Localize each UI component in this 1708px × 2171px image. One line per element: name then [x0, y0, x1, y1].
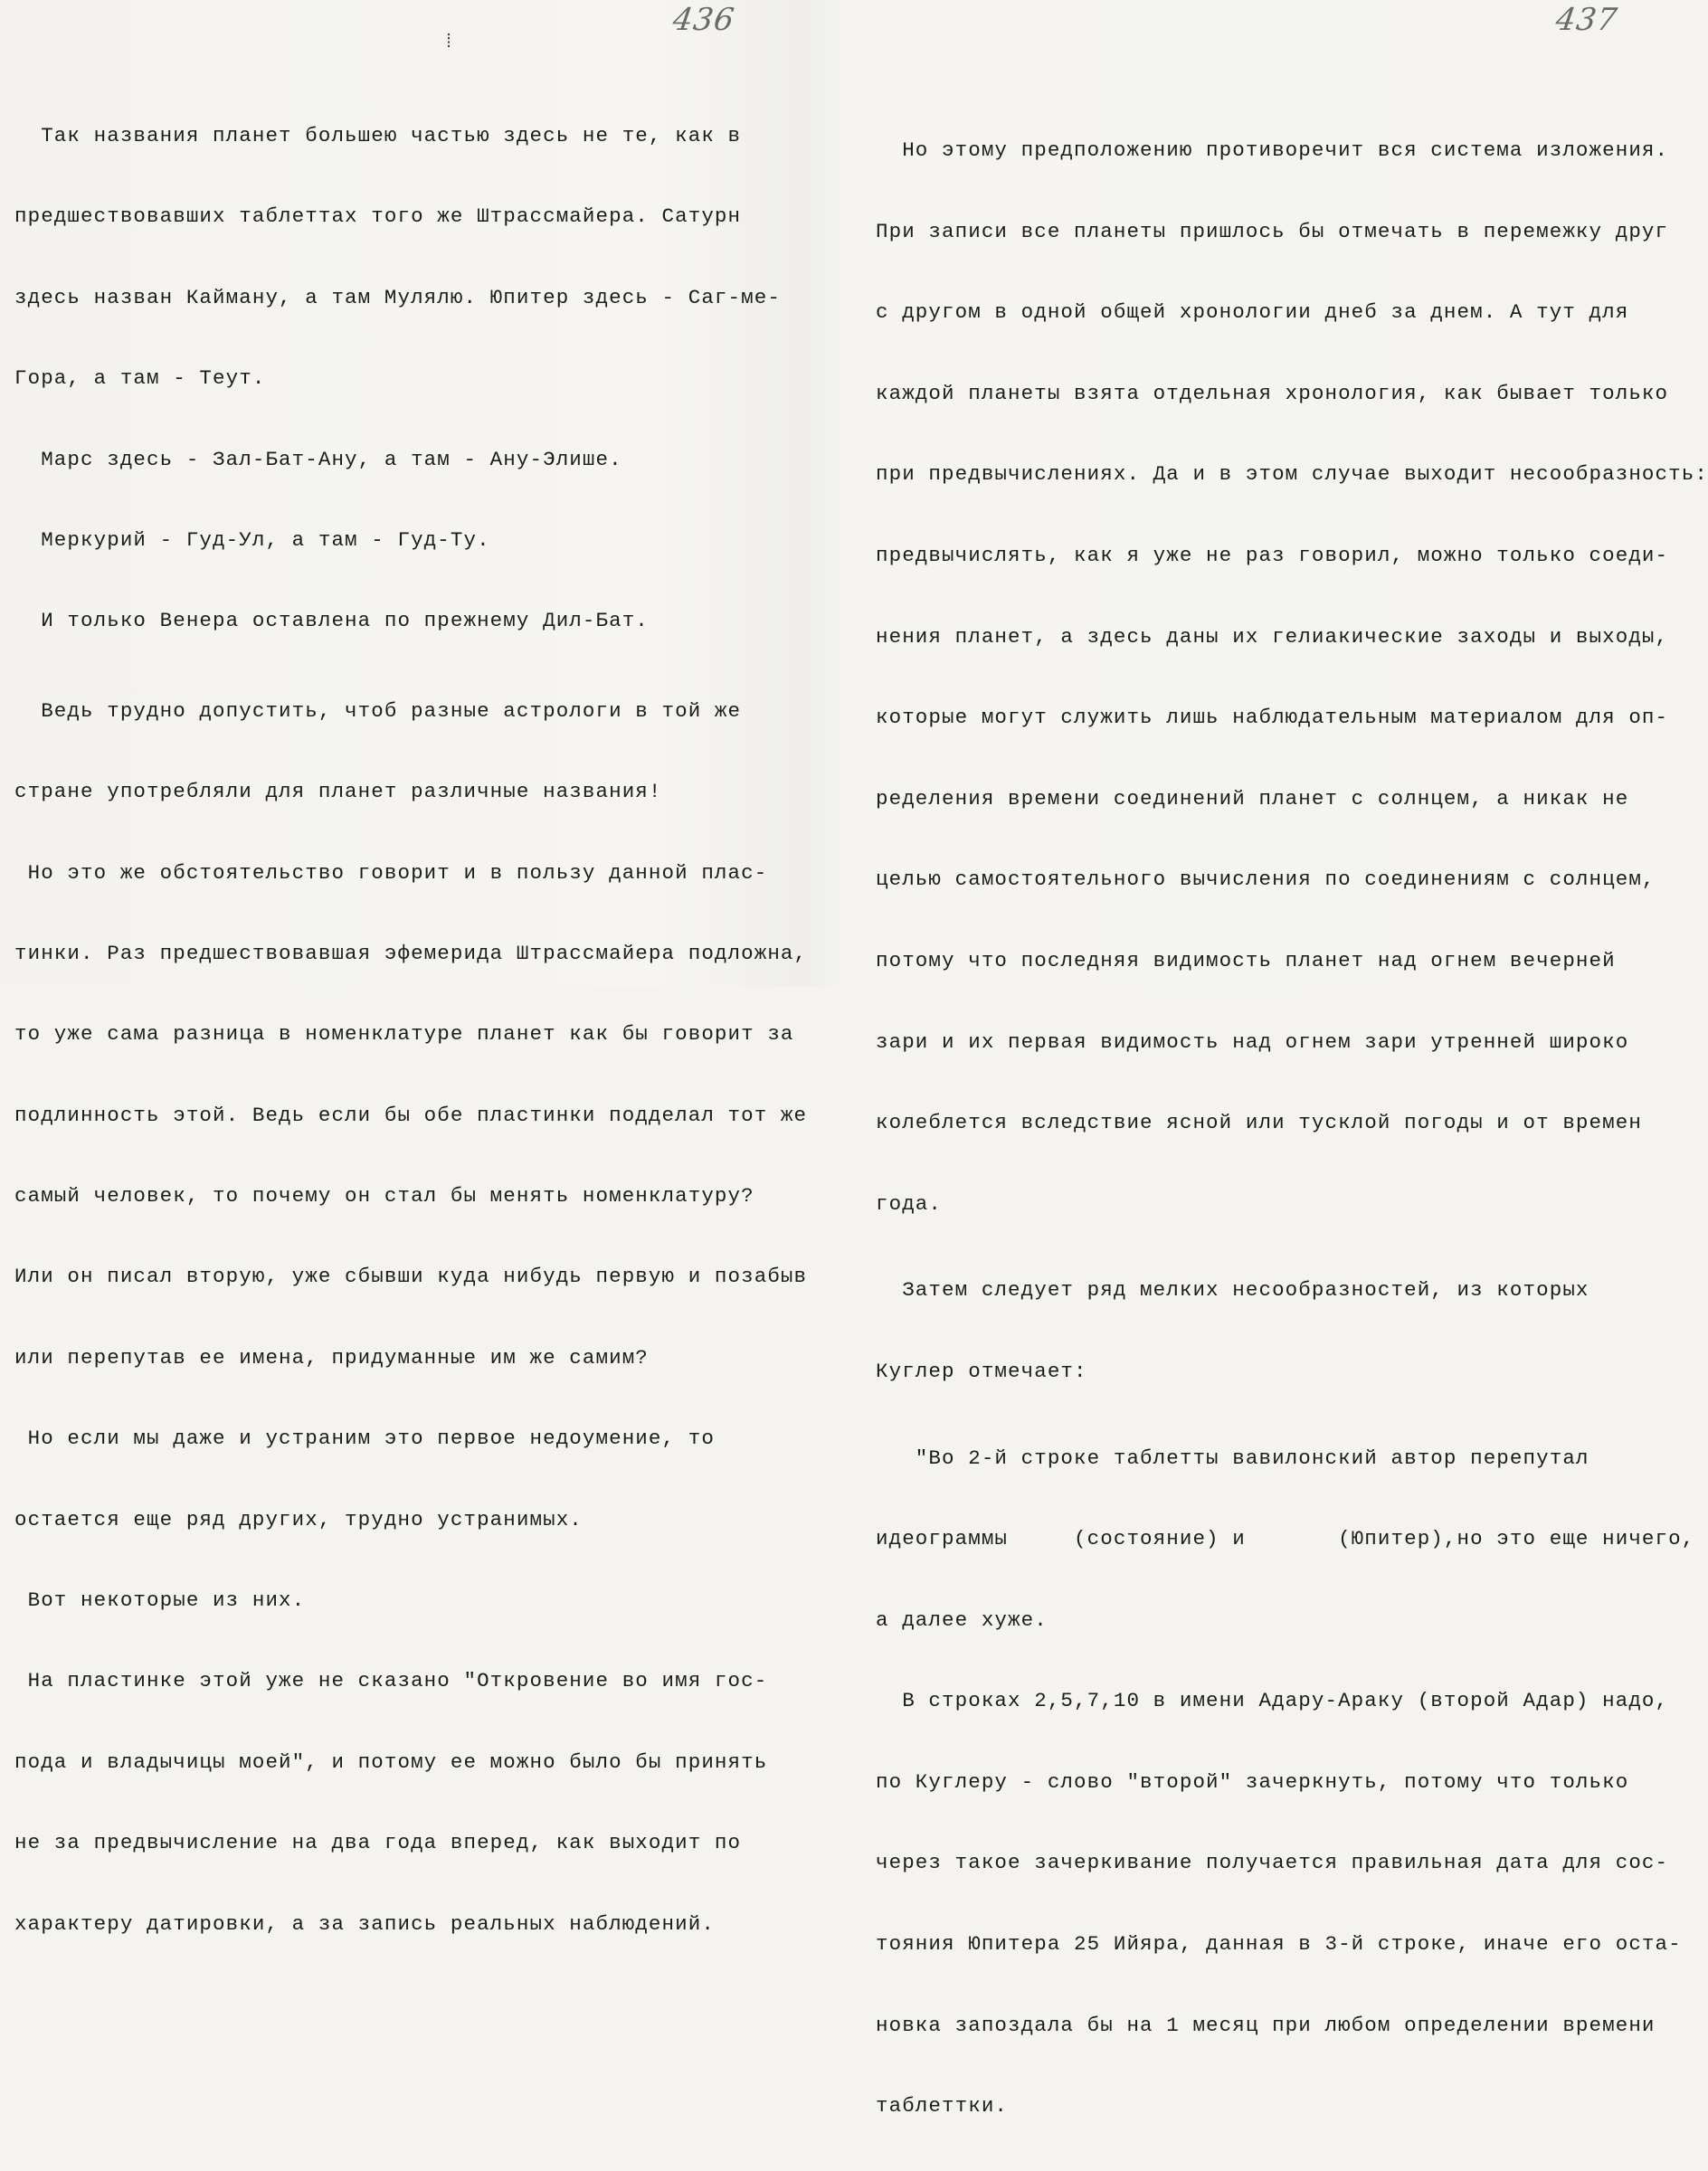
page-number: 436 — [670, 2, 737, 38]
text-line: Гора, а там - Теут. — [14, 366, 266, 391]
text-line: не за предвычисление на два года вперед, как выходит по — [14, 1831, 742, 1855]
text-line: "Во 2-й строке таблетты вавилонский автор перепутал — [876, 1446, 1589, 1470]
text-line: Меркурий - Гуд-Ул, а там - Гуд-Ту. — [14, 527, 490, 552]
text-line: остается еще ряд других, трудно устранимых. — [14, 1507, 583, 1531]
text-line: колеблется вследствие ясной или тусклой погоды и от времен — [876, 1111, 1642, 1135]
text-line: а далее хуже. — [876, 1607, 1048, 1632]
text-line: На пластинке этой уже не сказано "Откровение во имя гос- — [14, 1669, 768, 1693]
page-number: 437 — [1553, 2, 1620, 38]
right-page — [778, 0, 1708, 2119]
text-line: ределения времени соединений планет с солнцем, а никак не — [876, 786, 1629, 811]
text-line: Вот некоторые из них. — [14, 1588, 306, 1613]
right-page-text — [876, 87, 1708, 2171]
text-line: при предвычислениях. Да и в этом случае выходит несообразность: — [876, 462, 1708, 487]
text-line: зари и их первая видимость над огнем зари утренней широко — [876, 1029, 1629, 1054]
text-line: Куглер отмечает: — [876, 1359, 1087, 1383]
text-line: При записи все планеты пришлось бы отмечать в перемежку друг — [876, 219, 1669, 243]
text-line: новка запоздала бы на 1 месяц при любом определении времени — [876, 2013, 1656, 2037]
text-line: Так названия планет большею частью здесь не те, как в — [14, 124, 742, 147]
text-line: Но это же обстоятельство говорит и в пользу данной плас- — [14, 860, 768, 885]
text-line: потому что последняя видимость планет над огнем вечерней — [876, 948, 1616, 972]
text-line: В строках 2,5,7,10 в имени Адару-Араку (второй Адар) надо, — [876, 1689, 1669, 1713]
text-line: самый человек, то почему он стал бы менять номенклатуру? — [14, 1184, 754, 1209]
text-line: то уже сама разница в номенклатуре планет как бы говорит за — [14, 1022, 794, 1047]
text-line: предшествовавших таблеттах того же Штрассмайера. Сатурн — [14, 204, 742, 229]
text-line: по Куглеру - слово "второй" зачеркнуть, потому что только — [876, 1769, 1629, 1794]
left-page — [0, 0, 808, 1936]
text-line: идеограммы (состояние) и (Юпитер),но это еще ничего, — [876, 1527, 1695, 1551]
text-line: с другом в одной общей хронологии днеб за днем. А тут для — [876, 300, 1629, 325]
text-line: характеру датировки, а за запись реальных наблюдений. — [14, 1911, 715, 1936]
text-line: каждой планеты взята отдельная хронология, как бывает только — [876, 381, 1669, 405]
text-line: здесь назван Кайману, а там Мулялю. Юпитер здесь - Саг-ме- — [14, 285, 781, 309]
text-line: Марс здесь - Зал-Бат-Ану, а там - Ану-Элише. — [14, 447, 622, 471]
text-line: которые могут служить лишь наблюдательным материалом для оп- — [876, 706, 1669, 730]
text-line: целью самостоятельного вычисления по соединениям с солнцем, — [876, 867, 1656, 892]
text-line: предвычислять, как я уже не раз говорил, можно только соеди- — [876, 543, 1669, 567]
text-line: тояния Юпитера 25 Ийяра, данная в 3-й строке, иначе его оста- — [876, 1932, 1682, 1957]
text-line: года. — [876, 1191, 943, 1216]
text-line: Или он писал вторую, уже сбывши куда нибудь первую и позабыв — [14, 1265, 808, 1289]
text-line: стране употребляли для планет различные названия! — [14, 780, 662, 804]
text-line: таблеттки. — [876, 2094, 1009, 2119]
text-line: нения планет, а здесь даны их гелиакические заходы и выходы, — [876, 624, 1669, 649]
text-line: через такое зачеркивание получается правильная дата для сос- — [876, 1851, 1669, 1875]
text-line: Но этому предположению противоречит вся система изложения. — [876, 138, 1669, 162]
text-line: тинки. Раз предшествовавшая эфемерида Штрассмайера подложна, — [14, 941, 808, 965]
text-line: пода и владычицы моей", и потому ее можно было бы принять — [14, 1749, 768, 1774]
text-line: или перепутав ее имена, придуманные им же самим? — [14, 1345, 649, 1370]
text-line: подлинность этой. Ведь если бы обе пластинки подделал тот же — [14, 1103, 808, 1127]
text-line: Затем следует ряд мелких несообразностей, из которых — [876, 1278, 1589, 1303]
text-line: И только Венера оставлена по прежнему Дил-Бат. — [14, 609, 649, 633]
margin-mark: ⁞ — [443, 33, 455, 53]
left-page-text — [14, 72, 808, 1988]
text-line: Ведь трудно допустить, чтоб разные астрологи в той же — [14, 698, 742, 723]
text-line: Но если мы даже и устраним это первое недоумение, то — [14, 1427, 715, 1451]
